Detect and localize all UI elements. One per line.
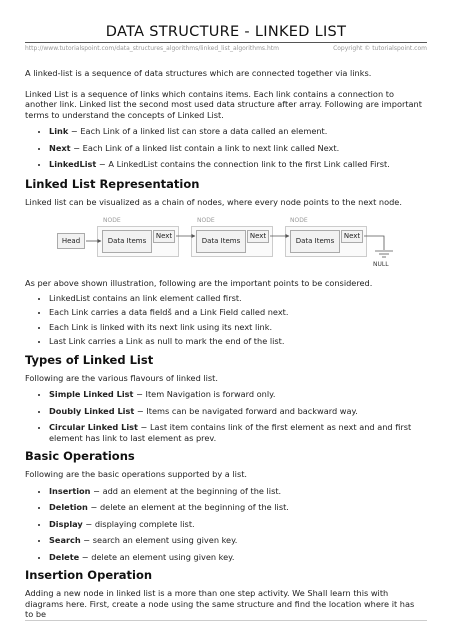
list-item: • Search − search an element using given key. — [49, 535, 424, 546]
head-box: Head — [57, 233, 85, 249]
next-box: Next — [341, 230, 363, 243]
list-item: • Each Link carries a data fieldš and a Link Field called next. — [49, 307, 424, 318]
list-item: • Simple Linked List − Item Navigation is forward only. — [49, 389, 424, 400]
list-item: • LinkedList − A LinkedList contains the connection link to the first Link called First. — [49, 159, 424, 170]
arrow-to-null — [364, 236, 384, 250]
list-item: • Link − Each Link of a linked list can store a data called an element. — [49, 126, 424, 137]
section-heading-operations: Basic Operations — [25, 449, 135, 463]
terms-list — [25, 126, 424, 170]
node-label: NODE — [103, 217, 121, 224]
list-item: • Display − displaying complete list. — [49, 519, 424, 530]
page-bottom-divider — [25, 620, 427, 621]
types-list — [25, 389, 424, 443]
next-box: Next — [247, 230, 269, 243]
points-list — [25, 293, 424, 347]
document-body — [25, 68, 424, 620]
representation-after-text: As per above shown illustration, following are the important points to be considered. — [25, 278, 373, 288]
linked-list-diagram — [25, 216, 424, 278]
copyright-text: Copyright © tutorialspoint.com — [333, 45, 427, 52]
title-divider — [25, 42, 427, 43]
list-item: • Doubly Linked List − Items can be navigated forward and backward way. — [49, 406, 424, 417]
types-text: Following are the various flavours of linked list. — [25, 372, 218, 383]
list-item: • Next − Each Link of a linked list contain a link to next link called Next. — [49, 143, 424, 154]
diagram-arrows — [25, 216, 425, 278]
list-item: • Delete − delete an element using given key. — [49, 552, 424, 563]
list-item: • Deletion − delete an element at the beginning of the list. — [49, 502, 424, 513]
source-url[interactable]: http://www.tutorialspoint.com/data_structures_algorithms/linked_list_algorithms.htm — [25, 45, 279, 52]
source-line — [25, 45, 427, 52]
node-label: NODE — [290, 217, 308, 224]
intro-paragraph-1: A linked-list is a sequence of data structures which are connected together via links. — [25, 68, 372, 78]
data-items-box: Data Items — [102, 230, 152, 253]
data-items-box: Data Items — [196, 230, 246, 253]
operations-text: Following are the basic operations supported by a list. — [25, 469, 248, 479]
representation-text: Linked list can be visualized as a chain of nodes, where every node points to the next node. — [25, 196, 402, 207]
list-item: • Circular Linked List − Last item contains link of the first element as next and and first element has link to last element as prev. — [49, 422, 424, 443]
null-label: NULL — [373, 261, 389, 268]
next-box: Next — [153, 230, 175, 243]
list-item: • Insertion − add an element at the beginning of the list. — [49, 486, 424, 497]
list-item: • LinkedList contains an link element called first. — [49, 293, 424, 304]
section-heading-insertion: Insertion Operation — [25, 568, 153, 582]
intro-paragraph-2: Linked List is a sequence of links which contains items. Each link contains a connection to another link. Linked list the second most used data structure after array. Following are important terms to understand the concepts of Linked List. — [25, 88, 422, 120]
page-title: DATA STRUCTURE - LINKED LIST — [105, 24, 347, 40]
node-label: NODE — [197, 217, 215, 224]
list-item: • Last Link carries a Link as null to mark the end of the list. — [49, 336, 424, 347]
insertion-text: Adding a new node in linked list is a more than one step activity. We Shall learn this with diagrams here. First, create a node using the same structure and find the location where it has to be — [25, 588, 415, 619]
section-heading-types: Types of Linked List — [25, 352, 154, 367]
data-items-box: Data Items — [290, 230, 340, 253]
section-heading-representation: Linked List Representation — [25, 176, 200, 191]
operations-list — [25, 486, 424, 563]
list-item: • Each Link is linked with its next link using its next link. — [49, 322, 424, 333]
